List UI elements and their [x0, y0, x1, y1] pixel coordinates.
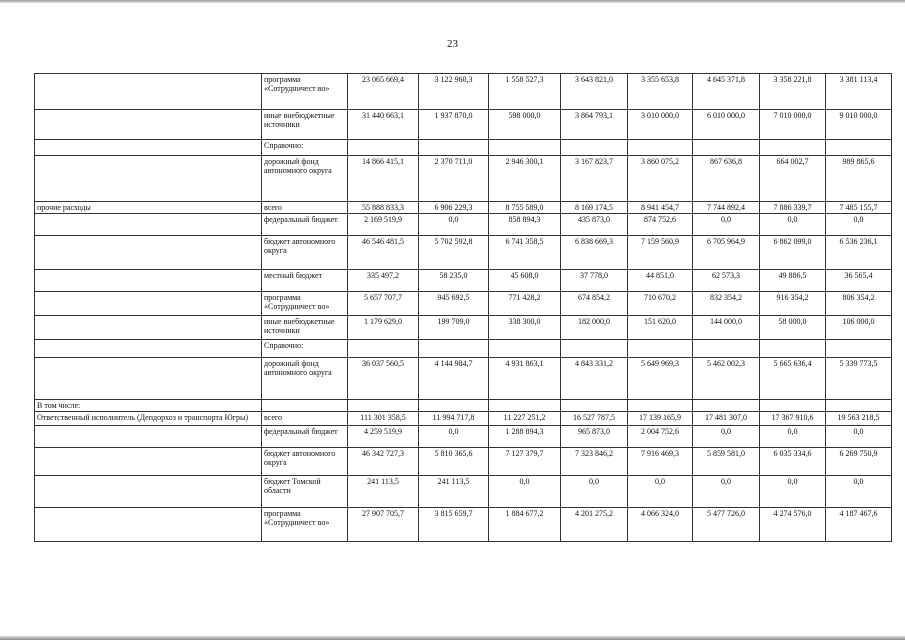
amount-cell: [561, 140, 628, 156]
amount-cell: 3 122 960,3: [419, 74, 489, 110]
amount-cell: 55 888 833,3: [348, 202, 419, 214]
row-label: [35, 448, 262, 476]
row-label: [35, 156, 262, 202]
amount-cell: 144 000,0: [693, 316, 760, 340]
table-row: [35, 110, 892, 140]
row-label: [35, 236, 262, 270]
table-row: [35, 340, 892, 358]
amount-cell: 0,0: [419, 426, 489, 448]
amount-cell: [693, 140, 760, 156]
amount-cell: [826, 140, 892, 156]
amount-cell: [489, 340, 561, 358]
amount-cell: [760, 340, 826, 358]
row-label: [35, 476, 262, 508]
amount-cell: [348, 400, 419, 412]
table-row: [35, 270, 892, 292]
amount-cell: 989 865,6: [826, 156, 892, 202]
amount-cell: 2 169 519,9: [348, 214, 419, 236]
amount-cell: 5 339 773,5: [826, 358, 892, 400]
amount-cell: 6 862 099,0: [760, 236, 826, 270]
amount-cell: 46 546 481,5: [348, 236, 419, 270]
amount-cell: 0,0: [693, 476, 760, 508]
amount-cell: 771 428,2: [489, 292, 561, 316]
row-label: [35, 270, 262, 292]
amount-cell: 867 636,8: [693, 156, 760, 202]
amount-cell: 151 620,0: [628, 316, 693, 340]
amount-cell: 710 670,2: [628, 292, 693, 316]
amount-cell: 2 004 752,6: [628, 426, 693, 448]
funding-source: дорожный фонд автономного округа: [262, 358, 348, 400]
amount-cell: 17 367 910,6: [760, 412, 826, 426]
amount-cell: [419, 340, 489, 358]
amount-cell: [693, 400, 760, 412]
amount-cell: 0,0: [693, 426, 760, 448]
amount-cell: 5 859 581,0: [693, 448, 760, 476]
page-number: 23: [447, 38, 458, 50]
amount-cell: 5 477 726,0: [693, 508, 760, 542]
amount-cell: 0,0: [561, 476, 628, 508]
amount-cell: 5 810 365,6: [419, 448, 489, 476]
amount-cell: 4 843 331,2: [561, 358, 628, 400]
amount-cell: 858 894,3: [489, 214, 561, 236]
amount-cell: [561, 400, 628, 412]
amount-cell: 0,0: [826, 214, 892, 236]
amount-cell: 6 906 229,3: [419, 202, 489, 214]
row-label: [35, 140, 262, 156]
amount-cell: 8 169 174,5: [561, 202, 628, 214]
table-row: [35, 214, 892, 236]
amount-cell: 8 941 454,7: [628, 202, 693, 214]
funding-source: Справочно:: [262, 140, 348, 156]
row-label: [35, 508, 262, 542]
amount-cell: 19 563 218,5: [826, 412, 892, 426]
amount-cell: 7 010 000,0: [760, 110, 826, 140]
amount-cell: 4 187 467,6: [826, 508, 892, 542]
table-row: [35, 156, 892, 202]
amount-cell: 3 864 793,1: [561, 110, 628, 140]
table-row: [35, 292, 892, 316]
amount-cell: 3 355 653,8: [628, 74, 693, 110]
row-label: [35, 74, 262, 110]
funding-source: федеральный бюджет: [262, 426, 348, 448]
amount-cell: 3 860 075,2: [628, 156, 693, 202]
amount-cell: 45 608,0: [489, 270, 561, 292]
row-label: [35, 426, 262, 448]
table-row: [35, 316, 892, 340]
amount-cell: 1 179 629,0: [348, 316, 419, 340]
funding-source: программа «Сотрудничест во»: [262, 74, 348, 110]
amount-cell: 4 274 576,0: [760, 508, 826, 542]
table-row: [35, 140, 892, 156]
amount-cell: 0,0: [489, 476, 561, 508]
amount-cell: 4 645 371,8: [693, 74, 760, 110]
amount-cell: 17 481 307,0: [693, 412, 760, 426]
table-row: [35, 358, 892, 400]
funding-source: иные внебюджетные источники: [262, 110, 348, 140]
amount-cell: 945 692,5: [419, 292, 489, 316]
amount-cell: 7 886 339,7: [760, 202, 826, 214]
amount-cell: [348, 140, 419, 156]
amount-cell: 3 381 113,4: [826, 74, 892, 110]
amount-cell: 199 709,0: [419, 316, 489, 340]
amount-cell: [628, 140, 693, 156]
amount-cell: 241 113,5: [419, 476, 489, 508]
table-row: [35, 508, 892, 542]
amount-cell: 0,0: [419, 214, 489, 236]
amount-cell: 5 702 592,8: [419, 236, 489, 270]
funding-source: местный бюджет: [262, 270, 348, 292]
amount-cell: 0,0: [628, 476, 693, 508]
amount-cell: 1 558 527,3: [489, 74, 561, 110]
funding-source: всего: [262, 412, 348, 426]
table-row: [35, 476, 892, 508]
amount-cell: 6 035 334,6: [760, 448, 826, 476]
table-row: [35, 202, 892, 214]
amount-cell: 2 946 300,1: [489, 156, 561, 202]
amount-cell: 241 113,5: [348, 476, 419, 508]
funding-source: федеральный бюджет: [262, 214, 348, 236]
amount-cell: 6 536 236,1: [826, 236, 892, 270]
amount-cell: 338 300,0: [489, 316, 561, 340]
amount-cell: 0,0: [693, 214, 760, 236]
amount-cell: 6 838 669,3: [561, 236, 628, 270]
amount-cell: 0,0: [760, 426, 826, 448]
amount-cell: [489, 400, 561, 412]
funding-source: дорожный фонд автономного округа: [262, 156, 348, 202]
funding-source: иные внебюджетные источники: [262, 316, 348, 340]
amount-cell: [561, 340, 628, 358]
amount-cell: [760, 140, 826, 156]
amount-cell: 111 301 358,5: [348, 412, 419, 426]
row-label: [35, 214, 262, 236]
amount-cell: 4 144 984,7: [419, 358, 489, 400]
amount-cell: 1 937 870,0: [419, 110, 489, 140]
amount-cell: 3 815 659,7: [419, 508, 489, 542]
amount-cell: 106 000,0: [826, 316, 892, 340]
amount-cell: 5 657 707,7: [348, 292, 419, 316]
amount-cell: 37 778,0: [561, 270, 628, 292]
amount-cell: 335 497,2: [348, 270, 419, 292]
amount-cell: 1 288 894,3: [489, 426, 561, 448]
table-row: [35, 426, 892, 448]
amount-cell: 7 744 892,4: [693, 202, 760, 214]
amount-cell: 17 139 165,9: [628, 412, 693, 426]
amount-cell: 806 354,2: [826, 292, 892, 316]
amount-cell: 62 573,3: [693, 270, 760, 292]
amount-cell: 4 259 519,9: [348, 426, 419, 448]
amount-cell: 874 752,6: [628, 214, 693, 236]
scan-edge-bottom: [0, 636, 905, 640]
amount-cell: 435 873,0: [561, 214, 628, 236]
table-row: [35, 412, 892, 426]
amount-cell: 916 354,2: [760, 292, 826, 316]
amount-cell: 6 269 750,9: [826, 448, 892, 476]
amount-cell: 11 994 717,8: [419, 412, 489, 426]
funding-source: всего: [262, 202, 348, 214]
amount-cell: 0,0: [760, 476, 826, 508]
amount-cell: 5 462 002,3: [693, 358, 760, 400]
amount-cell: 36 037 560,5: [348, 358, 419, 400]
amount-cell: 0,0: [826, 426, 892, 448]
amount-cell: 4 931 863,1: [489, 358, 561, 400]
amount-cell: [489, 140, 561, 156]
amount-cell: [628, 340, 693, 358]
amount-cell: 832 354,2: [693, 292, 760, 316]
row-label: [35, 292, 262, 316]
amount-cell: 7 916 469,3: [628, 448, 693, 476]
amount-cell: 1 884 677,2: [489, 508, 561, 542]
amount-cell: 31 440 663,1: [348, 110, 419, 140]
amount-cell: 23 065 669,4: [348, 74, 419, 110]
amount-cell: 3 358 221,8: [760, 74, 826, 110]
amount-cell: [826, 400, 892, 412]
table-row: [35, 400, 892, 412]
row-label: [35, 316, 262, 340]
amount-cell: 7 485 155,7: [826, 202, 892, 214]
budget-table: [34, 73, 892, 542]
amount-cell: 7 323 846,2: [561, 448, 628, 476]
amount-cell: 36 565,4: [826, 270, 892, 292]
amount-cell: 598 000,0: [489, 110, 561, 140]
row-label: [35, 358, 262, 400]
funding-source: [262, 400, 348, 412]
amount-cell: 674 854,2: [561, 292, 628, 316]
amount-cell: [628, 400, 693, 412]
table-row: [35, 74, 892, 110]
amount-cell: 7 159 560,9: [628, 236, 693, 270]
amount-cell: [693, 340, 760, 358]
amount-cell: 182 000,0: [561, 316, 628, 340]
row-label: [35, 340, 262, 358]
amount-cell: 4 201 275,2: [561, 508, 628, 542]
amount-cell: 0,0: [826, 476, 892, 508]
amount-cell: 4 066 324,0: [628, 508, 693, 542]
amount-cell: 6 741 358,5: [489, 236, 561, 270]
amount-cell: 6 705 964,9: [693, 236, 760, 270]
amount-cell: 6 010 000,0: [693, 110, 760, 140]
amount-cell: 7 127 379,7: [489, 448, 561, 476]
table-row: [35, 236, 892, 270]
row-label: Ответственный исполнитель (Депдорхоз и транспорта Югры): [35, 412, 262, 426]
amount-cell: 5 649 969,3: [628, 358, 693, 400]
amount-cell: [760, 400, 826, 412]
amount-cell: 58 235,0: [419, 270, 489, 292]
amount-cell: 11 227 251,2: [489, 412, 561, 426]
amount-cell: 46 342 727,3: [348, 448, 419, 476]
funding-source: бюджет автономного округа: [262, 236, 348, 270]
row-label: [35, 110, 262, 140]
amount-cell: 49 886,5: [760, 270, 826, 292]
amount-cell: [419, 400, 489, 412]
funding-source: программа «Сотрудничест во»: [262, 292, 348, 316]
funding-source: бюджет Томской области: [262, 476, 348, 508]
amount-cell: 58 000,0: [760, 316, 826, 340]
amount-cell: 14 866 415,1: [348, 156, 419, 202]
row-label: прочие расходы: [35, 202, 262, 214]
amount-cell: [826, 340, 892, 358]
funding-source: Справочно:: [262, 340, 348, 358]
amount-cell: 0,0: [760, 214, 826, 236]
amount-cell: 3 167 823,7: [561, 156, 628, 202]
amount-cell: 3 010 000,0: [628, 110, 693, 140]
amount-cell: 16 527 787,5: [561, 412, 628, 426]
amount-cell: 8 755 589,0: [489, 202, 561, 214]
amount-cell: [419, 140, 489, 156]
amount-cell: 965 873,0: [561, 426, 628, 448]
row-label: В том числе:: [35, 400, 262, 412]
amount-cell: 9 010 000,0: [826, 110, 892, 140]
amount-cell: 2 370 711,0: [419, 156, 489, 202]
amount-cell: 44 851,0: [628, 270, 693, 292]
scan-edge-top: [0, 0, 905, 3]
table-row: [35, 448, 892, 476]
amount-cell: 3 643 821,0: [561, 74, 628, 110]
amount-cell: 5 665 636,4: [760, 358, 826, 400]
funding-source: программа «Сотрудничест во»: [262, 508, 348, 542]
amount-cell: 664 002,7: [760, 156, 826, 202]
amount-cell: [348, 340, 419, 358]
amount-cell: 27 907 705,7: [348, 508, 419, 542]
funding-source: бюджет автономного округа: [262, 448, 348, 476]
